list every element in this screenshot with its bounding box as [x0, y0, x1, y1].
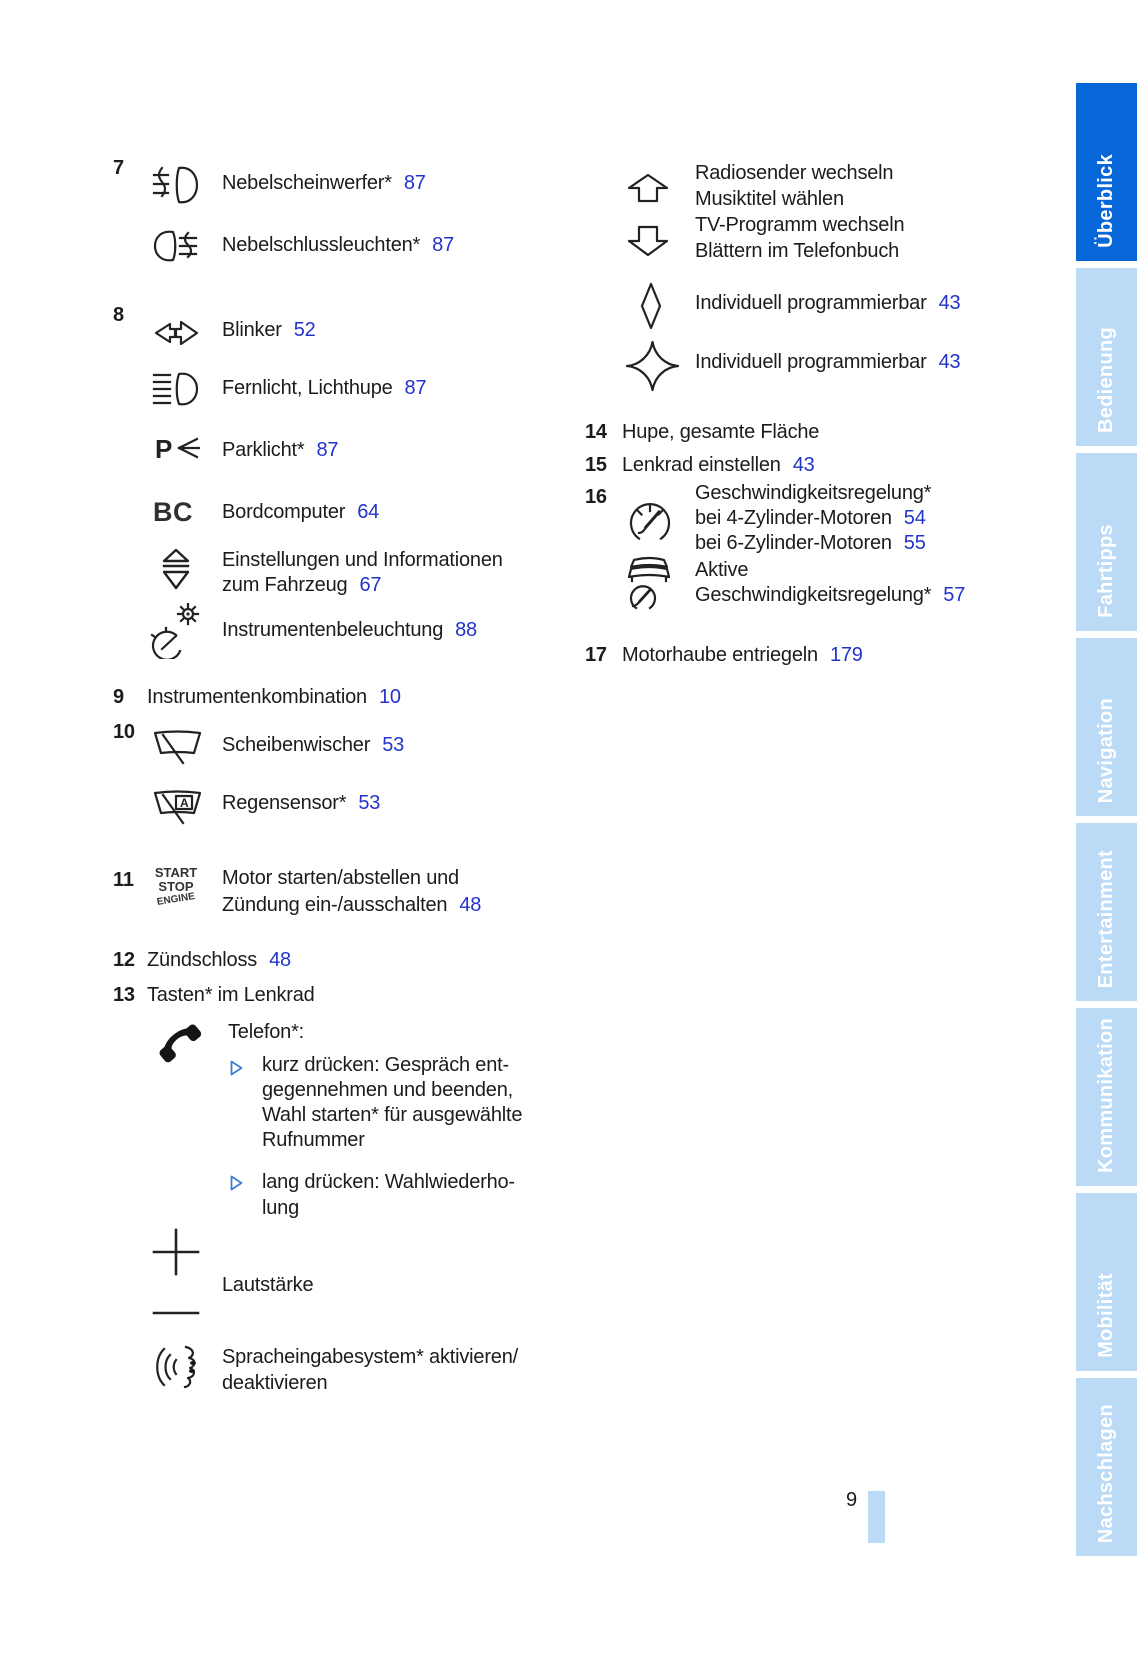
entry-label: bei 6-Zylinder-Motoren: [695, 532, 892, 554]
entry-horn: Hupe, gesamte Fläche: [622, 421, 820, 443]
tab-label: Fahrtipps: [1095, 524, 1117, 618]
up-down-triangles-icon: [162, 548, 190, 592]
instrument-lighting-icon: [148, 603, 200, 659]
entry-label: Zündschloss: [147, 949, 258, 971]
entry-label: Instrumentenkombination: [147, 686, 367, 708]
phone-bullet1-line2: gegennehmen und beenden,: [262, 1079, 513, 1101]
page-link[interactable]: 57: [943, 584, 966, 606]
entry-label: Regensensor*: [222, 792, 347, 814]
entry-settings-line1: Einstellungen und Informationen: [222, 549, 503, 571]
entry-steering-adjust: [622, 453, 815, 478]
active-cruise-control-icon: [627, 556, 671, 618]
block-arrow-down-icon: [627, 225, 669, 257]
tab-entertainment[interactable]: [1076, 823, 1137, 1001]
entry-label: zum Fahrzeug: [222, 574, 348, 596]
tab-mobilitaet[interactable]: [1076, 1193, 1137, 1371]
volume-minus-icon: [152, 1310, 200, 1316]
front-fog-light-icon: [152, 164, 200, 206]
star-button-icon: [625, 340, 680, 392]
page-link[interactable]: 43: [938, 351, 961, 373]
tab-navigation[interactable]: [1076, 638, 1137, 816]
block-arrow-up-icon: [627, 173, 669, 203]
item-number-9: 9: [113, 686, 124, 708]
entry-engine-start-line2: [222, 893, 481, 918]
tab-nachschlagen[interactable]: [1076, 1378, 1137, 1556]
entry-parking-light: [222, 438, 338, 463]
cruise-control-icon: [627, 495, 673, 547]
item-number-17: 17: [585, 644, 607, 666]
entry-high-beam: [222, 376, 426, 401]
page-link[interactable]: 67: [359, 574, 382, 596]
tab-ueberblick[interactable]: [1076, 83, 1137, 261]
page-link[interactable]: 87: [403, 172, 426, 194]
tab-label: Entertainment: [1095, 849, 1117, 988]
entry-wiper: [222, 733, 404, 758]
item-number-16: 16: [585, 486, 607, 508]
phone-bullet1-line1: kurz drücken: Gespräch ent-: [262, 1054, 509, 1076]
entry-instrument-cluster: [147, 685, 401, 710]
page-link[interactable]: 88: [455, 619, 477, 641]
page-link[interactable]: 10: [378, 686, 401, 708]
page-link[interactable]: 43: [792, 454, 815, 476]
entry-label: Bordcomputer: [222, 501, 346, 523]
page-link[interactable]: 53: [382, 734, 405, 756]
entry-acc-line2: [695, 583, 965, 608]
rocker-line2: Musiktitel wählen: [695, 188, 844, 210]
entry-rain-sensor: [222, 791, 380, 816]
turn-indicator-icon: [153, 320, 200, 346]
entry-cruise-line3: [695, 531, 926, 556]
entry-voice-line2: deaktivieren: [222, 1372, 328, 1394]
page-link[interactable]: 87: [316, 439, 339, 461]
item-number-7: 7: [113, 157, 124, 179]
entry-settings-line2: [222, 573, 381, 598]
page-link[interactable]: 43: [938, 292, 961, 314]
bullet-triangle-icon: [230, 1175, 243, 1191]
tab-label: Nachschlagen: [1095, 1403, 1117, 1543]
tab-label: Navigation: [1095, 697, 1117, 803]
entry-board-computer: [222, 500, 379, 525]
phone-bullet2-line1: lang drücken: Wahlwiederho-: [262, 1171, 515, 1193]
page-link[interactable]: 55: [903, 532, 926, 554]
page-link[interactable]: 179: [829, 644, 863, 666]
tab-label: Kommunikation: [1095, 1017, 1117, 1173]
item-number-10: 10: [113, 721, 135, 743]
entry-programmable-2: [695, 350, 960, 375]
page-link[interactable]: 87: [432, 234, 455, 256]
entry-label: Blinker: [222, 319, 282, 341]
phone-bullet1-line4: Rufnummer: [262, 1129, 365, 1151]
item-number-12: 12: [113, 949, 135, 971]
entry-volume: Lautstärke: [222, 1274, 314, 1296]
entry-cruise-line2: [695, 506, 926, 531]
entry-label: Fernlicht, Lichthupe: [222, 377, 393, 399]
page-link[interactable]: 48: [459, 894, 482, 916]
voice-input-icon: [148, 1341, 202, 1393]
entry-label: Nebelscheinwerfer*: [222, 172, 392, 194]
page-link[interactable]: 87: [404, 377, 427, 399]
parking-light-icon: [155, 435, 201, 461]
page-link[interactable]: 54: [903, 507, 926, 529]
high-beam-icon: [152, 371, 200, 407]
svg-text:A: A: [180, 796, 189, 810]
entry-label: Instrumentenbeleuchtung: [222, 619, 444, 641]
tab-kommunikation[interactable]: [1076, 1008, 1137, 1186]
rocker-line1: Radiosender wechseln: [695, 162, 894, 184]
page-number: 9: [846, 1489, 857, 1511]
bullet-triangle-icon: [230, 1060, 243, 1076]
tab-label: Mobilität: [1095, 1273, 1117, 1358]
entry-label: Zündung ein-/ausschalten: [222, 894, 448, 916]
start-stop-engine-icon: START STOP ENGINE: [154, 865, 198, 908]
entry-rear-fog-light: [222, 233, 454, 258]
tab-label: Überblick: [1095, 154, 1117, 248]
item-number-11: 11: [113, 869, 134, 891]
page-link[interactable]: 52: [293, 319, 316, 341]
entry-label: Nebelschlussleuchten*: [222, 234, 421, 256]
entry-cruise-line1: Geschwindigkeitsregelung*: [695, 482, 932, 504]
page-link[interactable]: 48: [269, 949, 291, 971]
svg-text:P: P: [155, 435, 173, 461]
footer-accent-bar: [868, 1491, 885, 1543]
phone-bullet1-line3: Wahl starten* für ausgewählte: [262, 1104, 523, 1126]
rocker-line3: TV-Programm wechseln: [695, 214, 905, 236]
entry-steering-wheel-buttons: Tasten* im Lenkrad: [147, 984, 315, 1006]
rain-sensor-icon: [152, 790, 203, 826]
telephone-icon: [153, 1016, 207, 1070]
rear-fog-light-icon: [152, 230, 202, 262]
entry-acc-line1: Aktive: [695, 559, 749, 581]
page-link[interactable]: 53: [358, 792, 381, 814]
entry-telephone: Telefon*:: [228, 1021, 305, 1043]
tab-label: Bedienung: [1095, 326, 1117, 433]
windscreen-wiper-icon: [152, 730, 203, 766]
entry-programmable-1: [695, 291, 960, 316]
entry-instrument-lighting: [222, 618, 477, 643]
item-number-8: 8: [113, 304, 124, 326]
page-link[interactable]: 64: [357, 501, 380, 523]
rocker-line4: Blättern im Telefonbuch: [695, 240, 900, 262]
diamond-button-icon: [640, 282, 662, 330]
entry-label: bei 4-Zylinder-Motoren: [695, 507, 892, 529]
entry-hood-release: [622, 643, 863, 668]
board-computer-icon: BC: [153, 497, 193, 527]
item-number-15: 15: [585, 454, 607, 476]
entry-label: Scheibenwischer: [222, 734, 371, 756]
entry-label: Lenkrad einstellen: [622, 454, 781, 476]
tab-bedienung[interactable]: [1076, 268, 1137, 446]
entry-voice-line1: Spracheingabesystem* aktivieren/: [222, 1346, 518, 1368]
entry-label: Motorhaube entriegeln: [622, 644, 818, 666]
entry-label: Geschwindigkeitsregelung*: [695, 584, 932, 606]
item-number-13: 13: [113, 984, 135, 1006]
entry-ignition-lock: [147, 948, 291, 973]
entry-label: Individuell programmierbar: [695, 351, 927, 373]
entry-label: Parklicht*: [222, 439, 305, 461]
entry-front-fog-light: [222, 171, 426, 196]
volume-plus-icon: [152, 1228, 200, 1276]
entry-turn-indicator: [222, 318, 316, 343]
tab-fahrtipps[interactable]: [1076, 453, 1137, 631]
entry-label: Individuell programmierbar: [695, 292, 927, 314]
item-number-14: 14: [585, 421, 607, 443]
entry-engine-start-line1: Motor starten/abstellen und: [222, 867, 459, 889]
phone-bullet2-line2: lung: [262, 1197, 300, 1219]
